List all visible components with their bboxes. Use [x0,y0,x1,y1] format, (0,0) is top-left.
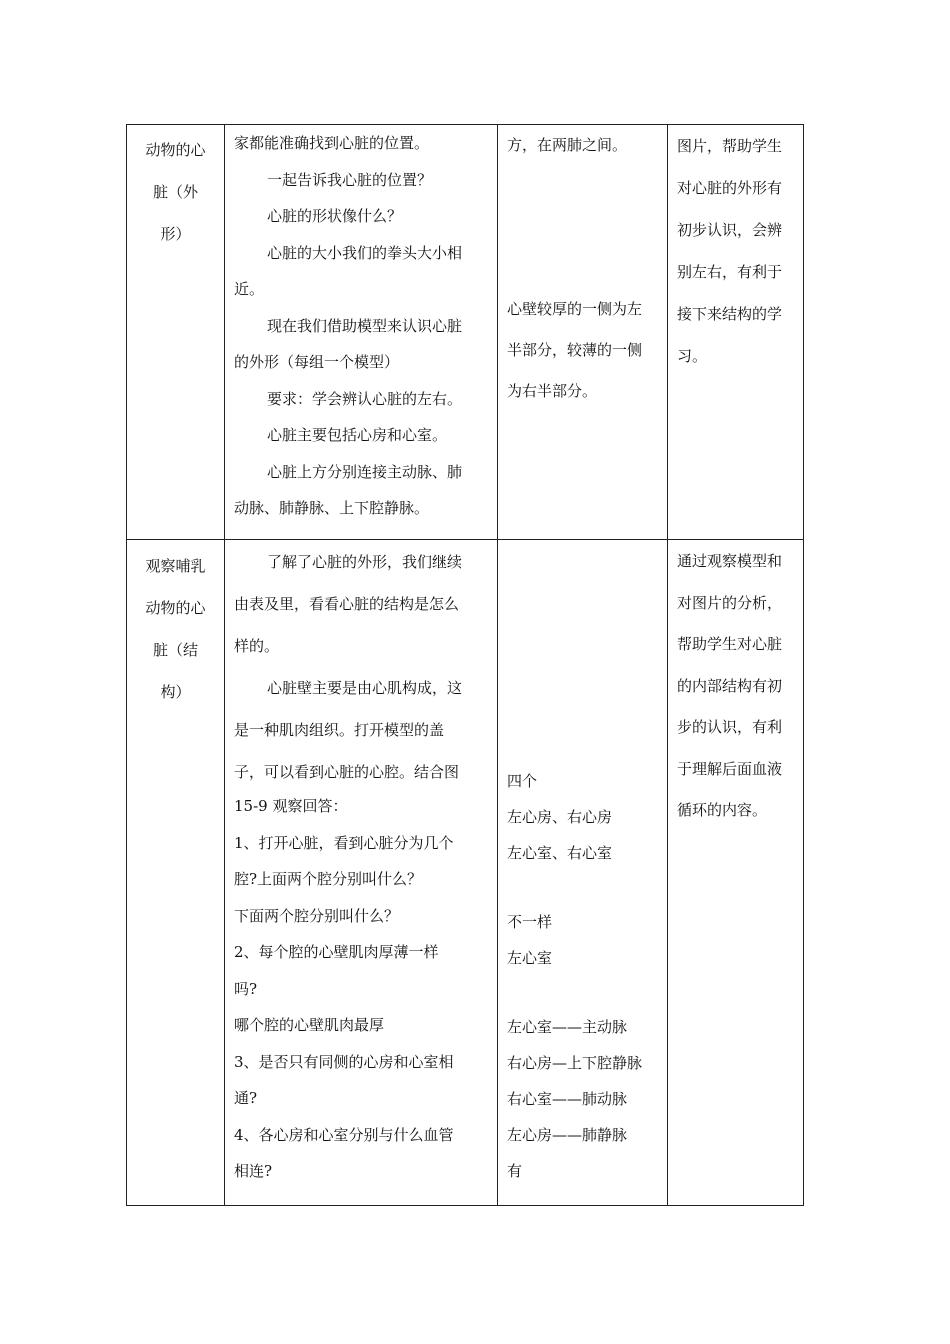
cell-line: 习。 [677,347,708,365]
cell-line: 心脏上方分别连接主动脉、肺 [267,462,463,481]
cell-line: 要求：学会辨认心脏的左右。 [267,389,463,408]
cell-line: 于理解后面血液 [677,759,783,778]
cell-line: 图片，帮助学生 [677,137,783,155]
cell-line: 脏（外 [152,183,198,201]
cell-line: 脏（结 [152,641,198,659]
cell-line: 方，在两肺之间。 [507,136,628,154]
cell-line: 3、是否只有同侧的心房和心室相 [234,1052,454,1071]
cell-line: 通? [234,1089,258,1107]
cell-line: 有 [507,1162,523,1180]
cell-line: 下面两个腔分别叫什么？ [234,906,400,925]
cell-line: 心脏的大小我们的拳头大小相 [267,243,463,262]
row1-student-activity-cell [507,125,665,412]
cell-line [507,207,665,248]
cell-line: 对心脏的外形有 [677,179,783,197]
cell-line: 左心室 [507,949,553,967]
cell-line: 相连? [234,1162,273,1180]
column-divider [667,125,668,1205]
cell-line: 接下来结构的学 [677,305,783,323]
cell-line: 心脏壁主要是由心肌构成，这 [267,679,463,697]
cell-line [507,248,665,289]
cell-line: 哪个腔的心壁肌肉最厚 [234,1016,385,1034]
row-divider [127,539,803,540]
row1-stage-cell [127,129,224,255]
cell-line: 动脉、肺静脉、上下腔静脉。 [234,499,430,517]
cell-line: 是一种肌肉组织。打开模型的盖 [234,721,445,739]
cell-line: 15-9 观察回答： [234,797,348,815]
column-divider [224,125,225,1205]
cell-line: 为右半部分。 [507,382,598,400]
cell-line: 观察哺乳 [145,557,206,575]
cell-line [507,976,665,1009]
row1-teacher-activity-cell [234,125,494,527]
cell-line: 右心房—上下腔静脉 [507,1054,643,1072]
cell-line: 的外形（每组一个模型） [234,353,400,371]
cell-line: 对图片的分析， [677,593,783,612]
column-divider [497,125,498,1205]
cell-line: 步的认识，有利 [677,718,783,736]
cell-line: 初步认识，会辨 [677,221,783,239]
cell-line: 通过观察模型和 [677,552,783,570]
cell-line: 形） [160,225,191,243]
cell-line: 半部分，较薄的一侧 [507,341,643,359]
cell-line: 动物的心 [145,141,206,159]
row2-student-activity-cell [507,763,665,1189]
cell-line: 2、每个腔的心壁肌肉厚薄一样 [234,943,439,961]
cell-line: 帮助学生对心脏 [677,635,783,653]
cell-line: 心脏的形状像什么？ [267,207,403,225]
cell-line: 1、打开心脏，看到心脏分为几个 [234,833,454,852]
row2-stage-cell [127,545,224,713]
cell-line: 心壁较厚的一侧为左 [507,300,643,318]
cell-line [507,166,665,207]
cell-line: 样的。 [234,637,280,655]
cell-line: 左心室、右心室 [507,844,613,862]
cell-line: 吗? [234,979,258,998]
cell-line: 左心室——主动脉 [507,1018,628,1036]
cell-line: 了解了心脏的外形，我们继续 [267,553,463,571]
cell-line: 家都能准确找到心脏的位置。 [234,134,430,152]
cell-line: 子，可以看到心脏的心腔。结合图 [234,763,460,781]
cell-line: 动物的心 [145,599,206,617]
cell-line: 近。 [234,280,265,298]
cell-line: 右心室——肺动脉 [507,1090,628,1108]
row2-design-intent-cell [677,541,803,832]
cell-line: 现在我们借助模型来认识心脏 [267,316,463,335]
lesson-table [126,124,804,1206]
cell-line: 腔?上面两个腔分别叫什么？ [234,870,423,888]
cell-line: 左心房、右心房 [507,808,613,826]
cell-line: 4、各心房和心室分别与什么血管 [234,1125,454,1144]
cell-line: 不一样 [507,913,553,931]
row1-design-intent-cell [677,125,803,377]
cell-line: 构） [160,683,191,701]
cell-line: 循环的内容。 [677,801,768,819]
cell-line: 左心房——肺静脉 [507,1126,628,1144]
cell-line: 由表及里，看看心脏的结构是怎么 [234,595,460,613]
cell-line: 四个 [507,772,538,790]
cell-line: 心脏主要包括心房和心室。 [267,426,448,444]
cell-line: 别左右，有利于 [677,263,783,281]
cell-line: 的内部结构有初 [677,676,783,695]
cell-line: 一起告诉我心脏的位置？ [267,170,433,189]
cell-line [507,871,665,904]
row2-teacher-activity-cell [234,541,494,1190]
